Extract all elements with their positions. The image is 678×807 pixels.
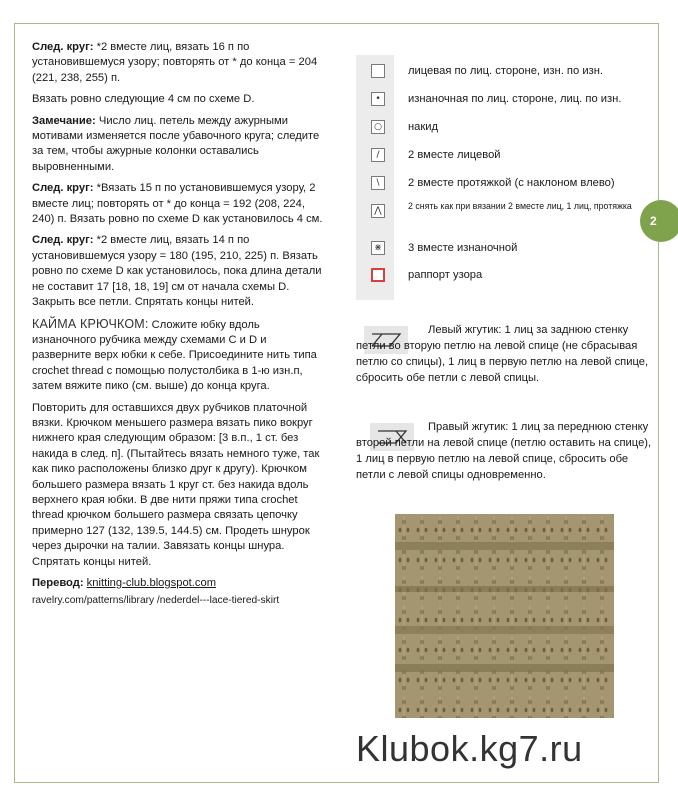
legend-row (356, 263, 654, 289)
crochet-edge-paragraph: КАЙМА КРЮЧКОМ: Сложите юбку вдоль изнаночного рубчика между схемами C и D и разверните верх юбки к себе. Присоедините нить типа crochet thread с помощью полустолбика в 1-ю изн.п, затем вяжите пико (см. выше) до конца круга. (32, 316, 317, 393)
knitted-lace-photo (395, 514, 614, 718)
translation-line: Перевод: knitting-club.blogspot.com (32, 577, 217, 589)
yarn-over-icon: ○ (371, 120, 385, 134)
ssk-icon: \ (371, 176, 385, 190)
paragraph: Вязать ровно следующие 4 см по схеме D. (32, 93, 255, 106)
legend-label: изнаночная по лиц. стороне, лиц. по изн. (408, 93, 622, 105)
legend-row (356, 236, 654, 262)
legend-label: накид (408, 121, 439, 133)
legend-row (356, 199, 654, 225)
left-cross-description: Левый жгутик: 1 лиц за заднюю стенку петли во вторую петлю на левой спице (не сбрасывая петлю со спицы), 1 лиц в первую петлю на левой спице, сбросить обе петли с левой спицы. (356, 324, 649, 384)
page-number-badge: 2 (640, 200, 678, 242)
ravelry-link[interactable]: ravelry.com/patterns/library /nederdel---lace-tiered-skirt (32, 595, 280, 607)
paragraph: След. круг: *2 вместе лиц, вязать 14 п по установившемуся узору = 180 (195, 210, 225) п. Вязать ровно по схеме D как установилось, пока длина детали не составит 17 [18, 18, 19] см от начала схемы D. Закрыть все петли. Спрятать концы нитей. (32, 234, 322, 309)
cdd-icon: ⋀ (371, 204, 385, 218)
knit-square-icon (371, 64, 385, 78)
legend-label: лицевая по лиц. стороне, изн. по изн. (408, 65, 603, 77)
right-cross-description: Правый жгутик: 1 лиц за переднюю стенку второй петли на левой спице (петлю оставить на спице), 1 лиц в первую петлю на левой спице, сбросить обе петли с левой спицы одновременно. (356, 421, 652, 481)
purl-dot-icon: • (371, 92, 385, 106)
legend-row (356, 143, 654, 169)
section-heading: КАЙМА КРЮЧКОМ: (32, 316, 149, 331)
paragraph: Повторить для оставшихся двух рубчиков платочной вязки. Крючком меньшего размера вязать пико вокруг нижнего края следующим образом: [3 в.п., 1 ст. без накида в след. п]. (Пытайтесь вязать немного туже, так как пико расположены близко друг к другу). Крючком большего размера вязать 1 круг ст. без накида вдоль верхнего края юбки. В две нити пряжи типа crochet thread крючком большего размера связать цепочку примерно 127 (132, 139.5, 144.5) см. Продеть шнурок через дырочки на талии. Завязать концы шнура. Спрятать концы нитей. (32, 401, 320, 568)
legend-row (356, 59, 654, 85)
legend-label: 2 снять как при вязании 2 вместе лиц, 1 лиц, протяжка (408, 201, 632, 211)
legend-row (356, 115, 654, 141)
paragraph: След. круг: *Вязать 15 п по установившемуся узору, 2 вместе лиц; повторять от * до конца = 192 (208, 224, 240) п. Вязать ровно по схеме D как установилось 4 см. (32, 182, 323, 226)
p3tog-icon: ⋇ (371, 241, 385, 255)
legend-label: 3 вместе изнаночной (408, 242, 518, 254)
legend-row (356, 87, 654, 113)
note-paragraph: Замечание: Число лиц. петель между ажурными мотивами изменяется после убавочного круга; следите за тем, чтобы ажурные колонки оставались выровненными. (32, 114, 320, 173)
legend-label: 2 вместе протяжкой (с наклоном влево) (408, 177, 615, 189)
paragraph: След. круг: *2 вместе лиц, вязать 16 п по установившемуся узору; повторять от * до конца = 204 (221, 238, 255) п. (32, 41, 318, 84)
watermark: Klubok.kg7.ru (356, 728, 583, 769)
legend-label: 2 вместе лицевой (408, 149, 501, 161)
instructions-column (32, 40, 324, 615)
k2tog-icon: / (371, 148, 385, 162)
translation-link[interactable]: knitting-club.blogspot.com (86, 577, 217, 589)
legend-row (356, 171, 654, 197)
repeat-icon (371, 268, 385, 282)
legend-label: раппорт узора (408, 269, 483, 281)
